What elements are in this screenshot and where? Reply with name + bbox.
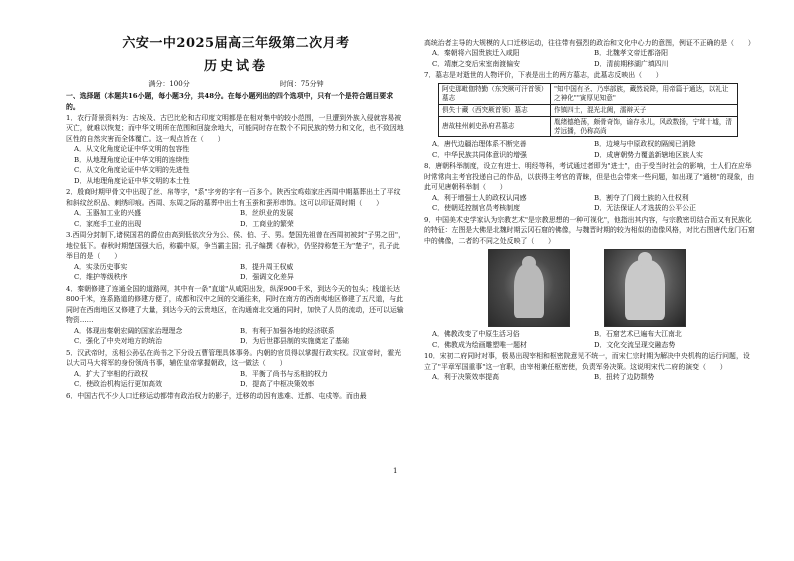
section-heading: 一、选择题（本题共16小题，每小题3分，共48分。在每小题列出的四个选项中，只有一个是符合题目要求的。 xyxy=(66,92,394,111)
table-cell: 唐故桂州刺史孙府君墓志 xyxy=(439,116,551,137)
option-c: C．维护等级秩序 xyxy=(74,273,128,282)
option-c: C．使政治机构运行更加高效 xyxy=(74,380,162,389)
option-a: A．体现出秦朝宏阔的国家治理理念 xyxy=(74,326,183,335)
question-stem: 6．中国古代不少人口迁移运动都带有政治权力的影子，迁移的动因有逃难、迁都、屯戍等。而由最 xyxy=(66,391,367,400)
question-9 xyxy=(424,215,756,350)
table-cell: 俱失十藏（西突厥首领）墓志 xyxy=(439,104,551,116)
question-stem: 1．农行背景资料为：古埃及、古巴比伦和古印度文明都是在相对集中的较小范围，一旦遭到外族入侵就容易被灭亡，就难以恢复；而中华文明所在范围和回旋余地大，可能同时存在数个不同民族的势力和文化，也不致因地区性的自然灾害而全体覆亡。这一观点旨在（ ） xyxy=(66,113,404,143)
option-b: B．提升周王权威 xyxy=(240,262,294,271)
question-stem: 3.西周分封制下,诸侯国君的爵位由高到低依次分为公、侯、伯、子、男。楚国先祖曾在西周初被封"子男之田"，地位低下。春秋时期楚国强大后，称霸中原，争当霸主国；孔子编撰《春秋》，仍坚持称楚王为"楚子"，孔子此举目的是（ ） xyxy=(66,231,405,261)
option-a: A．实录历史事实 xyxy=(74,262,128,271)
option-a: A．扩大了宰相的行政权 xyxy=(74,369,148,378)
table-cell: 作镇四土，混光北阙，濡辩天子 xyxy=(551,104,738,116)
exam-subject: 历史试卷 xyxy=(203,58,268,74)
question-stem: 8．唐朝科举制度，设立有进士、明经等科，考试通过者即为"进士"，由于受当时社会的影响，士人们在应举时常常向主考官投递自己的作品，以获得主考官的青睐，但是也会带来一些问题，如出现了"通榜"的现象，由此可见唐朝科举制（ ） xyxy=(424,162,755,192)
table-cell: 胤绪德绝荡，颇骨奇饰，谕存永儿，风政数扬，宁茸十墟，清芳远播，仍称高尚 xyxy=(551,116,738,137)
exam-meta xyxy=(66,79,406,90)
option-b: B．平衡了尚书与丞相的权力 xyxy=(240,369,328,378)
page-number: 1 xyxy=(393,467,398,475)
option-c: C．使朝廷控制官员考核制度 xyxy=(432,204,520,213)
option-a: A．佛教改变了中原生活习俗 xyxy=(432,330,520,339)
table-row xyxy=(439,116,738,137)
option-b: B．割夺了门阀士族的入仕权利 xyxy=(594,193,689,202)
table-cell: "知中国有圣、乃率部族，藏然说降，用帝篇于通达，以礼让之神化""寅厚见知意" xyxy=(551,83,738,104)
option-b: B．边境与中原政权的隔阂已消除 xyxy=(594,140,696,149)
option-a: A．玉器加工业的兴盛 xyxy=(74,209,141,218)
question-7 xyxy=(424,70,756,160)
option-c: C．从文化角度论证中华文明的先进性 xyxy=(74,166,190,175)
option-a: A．秦朝将六国贵族迁入咸阳 xyxy=(432,49,520,58)
table-row xyxy=(439,104,738,116)
option-b: B．从地理角度论证中华文明的连续性 xyxy=(74,155,190,164)
question-3 xyxy=(66,230,406,282)
question-stem: 9．中国美术史学家认为宗教艺术"是宗教思想的一种可视化"，他指出其内容，与宗教密切结合而又有民族化的特征：左图是大佛是北魏时期云冈石窟的佛像，与魏晋时期的较为相似的造像风格，对比右图唐代龙门石窟中的佛像，二者的不同之处反映了（ ） xyxy=(424,215,755,245)
option-c: C．中华民族共同体意识的增强 xyxy=(432,150,527,159)
option-b: B．北魏孝文帝迁都洛阳 xyxy=(594,49,668,58)
option-a: A．利于决策效率提高 xyxy=(432,373,499,382)
question-6 xyxy=(66,391,406,401)
question-stem: 7．墓志是对逝世的人物评价，下表是出土的两方墓志，此墓志反映出（ ） xyxy=(424,71,663,80)
option-b: B．石窟艺术已遍布大江南北 xyxy=(594,330,682,339)
question-10 xyxy=(424,351,756,382)
exam-title: 六安一中2025届高三年级第二次月考 xyxy=(122,36,350,51)
left-column xyxy=(66,36,406,401)
option-b: B．丝织业的发展 xyxy=(240,209,294,218)
option-d: D．工商业的繁荣 xyxy=(240,219,294,228)
question-stem: 2．殷商时期甲骨文中出现了丝、帛等字，"系"字旁的字有一百多个。陕西宝鸡茹家庄西周中期墓葬出土了平纹和斜纹丝织品、刺绣印痕。西周、东周之际的墓葬中出土有玉蚕和蚕形串饰。这可以印证周时期（ ） xyxy=(66,188,401,207)
option-d: D．从地理角度论证中华文明的本土性 xyxy=(74,176,190,185)
question-stem: 5．汉武帝时，丞相公孙弘在尚书之下分设五曹管理具体事务。内朝的官员得以掌握行政实权。汉宣帝时，霍光以大司马大将军的身份领尚书事，辅佐皇帝掌握朝政，这一做法（ ） xyxy=(66,348,402,368)
question-4 xyxy=(66,284,406,347)
option-a: A．从文化角度论证中华文明的包容性 xyxy=(74,145,190,154)
question-8 xyxy=(424,161,756,213)
question-5 xyxy=(66,348,406,390)
question-2 xyxy=(66,187,406,229)
question-6-continued xyxy=(424,38,756,69)
option-b: B．有利于加强各地的经济联系 xyxy=(240,326,335,335)
option-d: D．提高了中枢决策效率 xyxy=(240,380,315,389)
option-a: A．唐代边疆治理体系不断完善 xyxy=(432,140,527,149)
option-d: D．清前期移湖广填四川 xyxy=(594,59,669,68)
table-cell: 阿史那毗伽特勤（东突厥可汗首领）墓志 xyxy=(439,83,551,104)
option-d: D．文化交流呈现交融态势 xyxy=(594,340,676,349)
question-stem: 10．宋初二府同时对事，极易出现宰相和枢密院意见不统一，而宋仁宗时期为解决中央机构的运行问题，设立了"平章军国重事"这一官职，由宰相兼任枢密使，负责军务决策。这说明宋代二府的演变（ ） xyxy=(424,352,750,371)
option-a: A．利于增强士人的政权认同感 xyxy=(432,193,527,202)
yungang-buddha-photo xyxy=(488,249,570,327)
option-d: D．成唐朝势力覆盖新辖地区族人实 xyxy=(594,150,703,159)
option-c: C．强化了中央对地方的统治 xyxy=(74,337,162,346)
question-1 xyxy=(66,113,406,186)
question-stem: 4．秦朝修建了连通全国的道路网，其中有一条"直道"从咸阳出发，纵深900千米，到达今天的包头；栈道长达800千米，连系路道的修建方便了，成都和汉中之间的交通往来，同时在南方的西南夷地区修建了五尺道，与此同时在西南地区又修建了大量，到达今天的云贵地区，在沟通南北交通的同时，加快了人员的流动，还可以运输物资…… xyxy=(66,284,404,325)
table-row xyxy=(439,83,738,104)
option-d: D．为后世郡县制的实施奠定了基础 xyxy=(240,337,349,346)
buddha-images xyxy=(424,249,756,327)
longmen-buddha-photo xyxy=(604,249,686,327)
exam-time: 时间：75分钟 xyxy=(279,80,324,89)
question-stem-continued: 高统治者主导的大规模的人口迁移运动，往往带有强烈的政治和文化中心力的意图，例证不正确的是（ ） xyxy=(424,39,755,47)
option-d: D．强调文化差异 xyxy=(240,273,294,282)
option-c: C．家庭手工业的出现 xyxy=(74,219,142,228)
right-column xyxy=(424,37,756,383)
full-score: 满分：100分 xyxy=(148,80,190,89)
option-c: C．靖康之变后宋室南渡偏安 xyxy=(432,59,520,68)
option-d: D．无法保证人才选拔的公平公正 xyxy=(594,204,696,213)
option-c: C．佛教成为绘画雕塑唯一题材 xyxy=(432,340,527,349)
epitaph-table xyxy=(438,83,738,137)
option-b: B．扭转了边防颓势 xyxy=(594,373,655,382)
